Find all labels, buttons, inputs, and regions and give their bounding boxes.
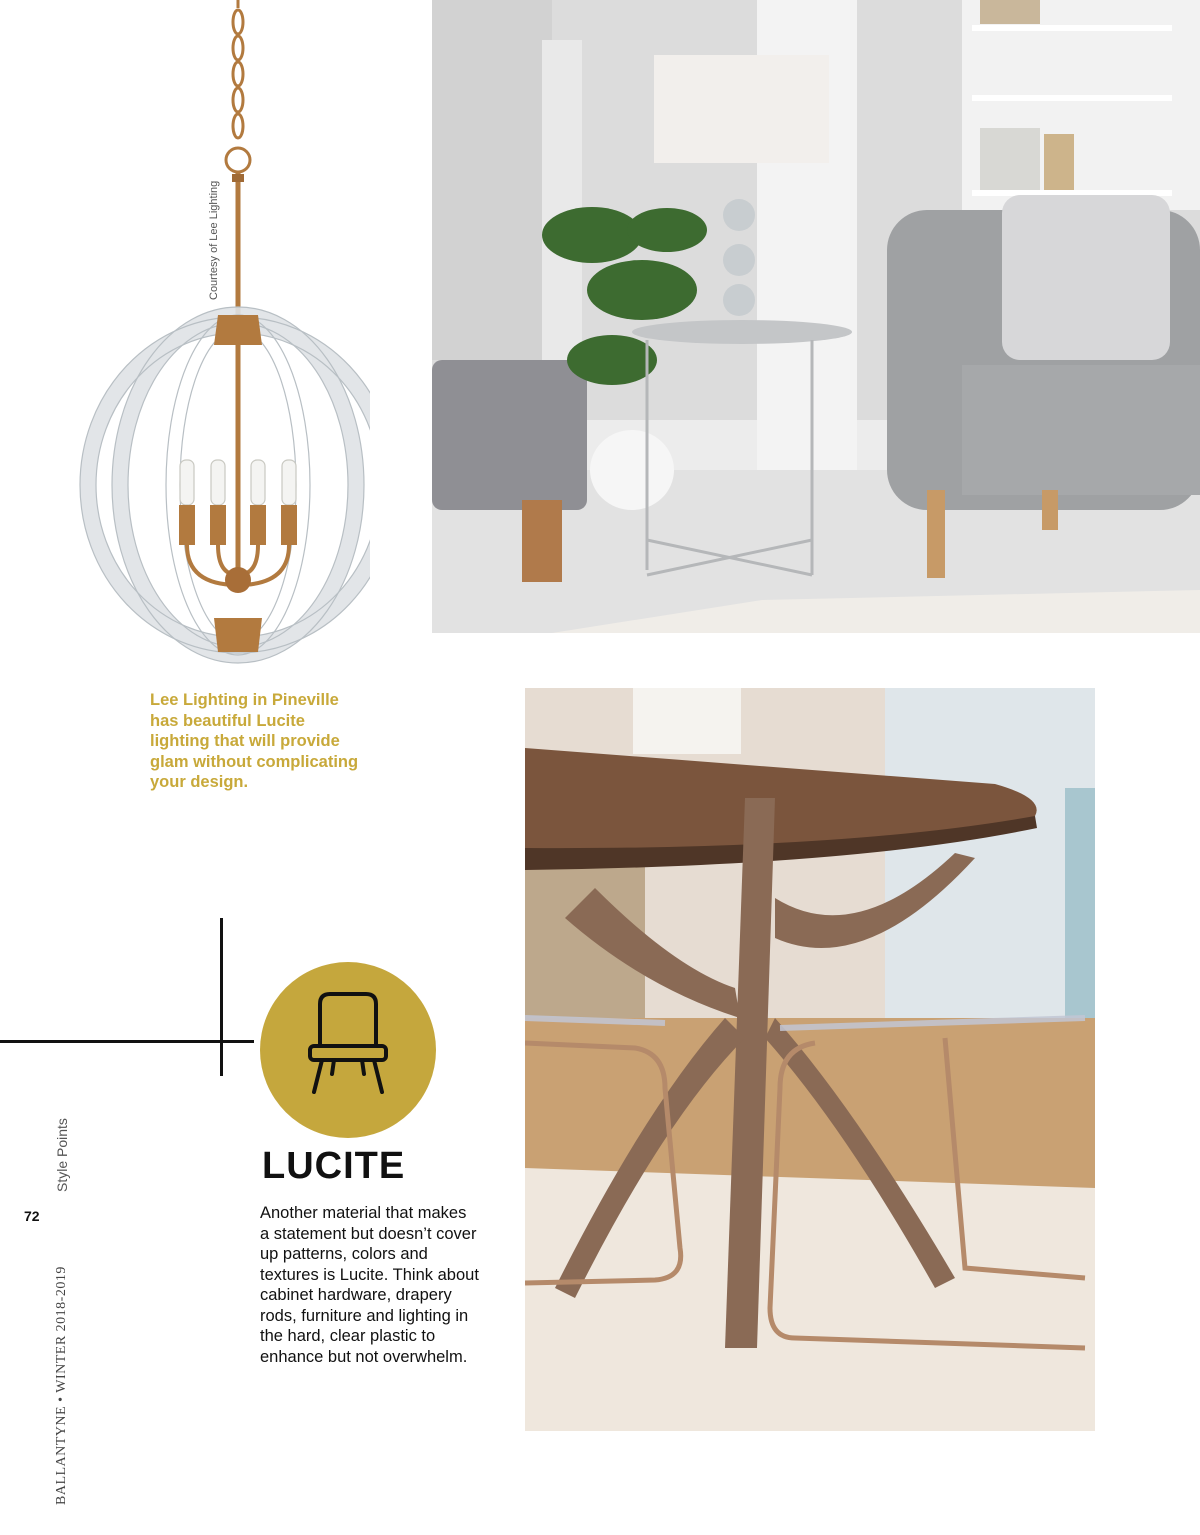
vertical-rule xyxy=(220,918,223,1076)
pendant-light-photo xyxy=(70,0,370,665)
dining-table-photo xyxy=(525,688,1095,1431)
living-room-photo xyxy=(432,0,1200,633)
folio-section-name: Style Points xyxy=(54,1118,70,1192)
horizontal-rule xyxy=(0,1040,254,1043)
page-number: 72 xyxy=(24,1208,40,1224)
section-body: Another material that makes a statement but doesn’t cover up patterns, colors and textures is Lucite. Think about cabinet hardware, drapery rods, furniture and lighting in the hard, clear plastic to enhance but not overwhelm. xyxy=(260,1204,479,1366)
lucite-icon-badge xyxy=(260,962,436,1138)
section-heading: LUCITE xyxy=(262,1145,406,1187)
photo-credit: Courtesy of Lee Lighting xyxy=(208,180,220,300)
chair-icon xyxy=(304,988,392,1098)
photo-caption: Lee Lighting in Pineville has beautiful Lucite lighting that will provide glam without complicating your design. xyxy=(150,691,359,791)
folio-issue: BALLANTYNE • WINTER 2018-2019 xyxy=(54,1266,69,1505)
